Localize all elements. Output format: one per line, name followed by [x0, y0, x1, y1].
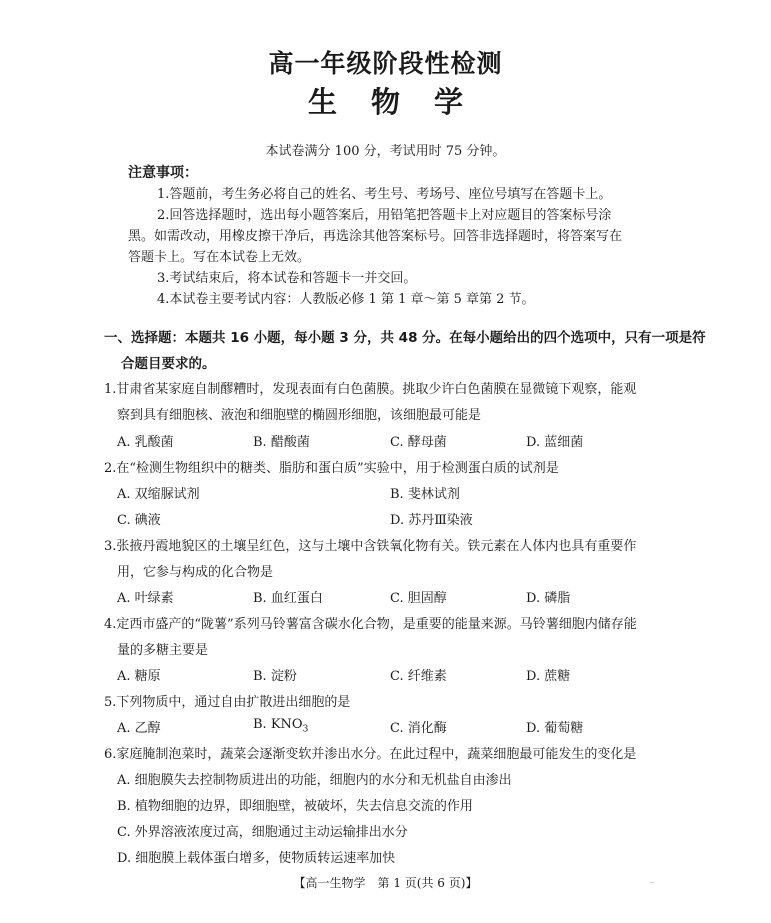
question-4-stem-cont: 量的多糖主要是	[117, 643, 209, 658]
question-1-option-c: C. 酵母菌	[390, 435, 447, 450]
note-item-1: 1.答题前，考生务必将自己的姓名、考生号、考场号、座位号填写在答题卡上。	[157, 187, 612, 202]
question-3-stem-cont: 用，它参与构成的化合物是	[117, 565, 274, 580]
question-3-option-a: A. 叶绿素	[117, 591, 174, 606]
question-4-option-b: B. 淀粉	[253, 669, 297, 684]
question-5-option-d: D. 葡萄糖	[526, 721, 584, 736]
notes-heading: 注意事项：	[128, 165, 198, 181]
exam-info: 本试卷满分 100 分，考试用时 75 分钟。	[265, 144, 506, 159]
note-item-2-cont2: 答题卡上。写在本试卷上无效。	[128, 250, 311, 265]
question-3-stem: 3.张掖丹霞地貌区的土壤呈红色，这与土壤中含铁氧化物有关。铁元素在人体内也具有重要作	[104, 539, 637, 554]
question-3-option-b: B. 血红蛋白	[253, 591, 323, 606]
question-5-option-b-subscript: 3	[302, 724, 309, 735]
question-2-option-a: A. 双缩脲试剂	[117, 487, 200, 502]
exam-title: 高一年级阶段性检测	[268, 49, 503, 78]
question-4-option-c: C. 纤维素	[390, 669, 447, 684]
question-1-option-a: A. 乳酸菌	[117, 435, 174, 450]
question-1-option-b: B. 醋酸菌	[253, 435, 310, 450]
question-5-option-b-text: B. KNO	[253, 717, 303, 732]
note-item-2: 2.回答选择题时，选出每小题答案后，用铅笔把答题卡上对应题目的答案标号涂	[157, 208, 612, 223]
question-2-option-c: C. 碘液	[117, 513, 161, 528]
question-5-stem: 5.下列物质中，通过自由扩散进出细胞的是	[104, 695, 351, 710]
note-item-4: 4.本试卷主要考试内容：人教版必修 1 第 1 章～第 5 章第 2 节。	[157, 292, 535, 307]
question-4-stem: 4.定西市盛产的“陇薯”系列马铃薯富含碳水化合物，是重要的能量来源。马铃薯细胞内储存能	[104, 617, 637, 632]
question-5-option-b	[253, 717, 308, 735]
question-2-option-b: B. 斐林试剂	[390, 487, 460, 502]
question-6-option-d: D. 细胞膜上载体蛋白增多，使物质转运速率加快	[117, 851, 396, 866]
note-item-3: 3.考试结束后，将本试卷和答题卡一并交回。	[157, 271, 417, 286]
question-1-option-d: D. 蓝细菌	[526, 435, 584, 450]
section-heading: 一、选择题：本题共 16 小题，每小题 3 分，共 48 分。在每小题给出的四个选项中，只有一项是符	[104, 330, 706, 346]
question-3-option-d: D. 磷脂	[526, 591, 571, 606]
corner-mark: ··	[650, 880, 654, 887]
question-1-stem-cont: 察到具有细胞核、液泡和细胞壁的椭圆形细胞，该细胞最可能是	[117, 408, 482, 423]
question-6-stem: 6.家庭腌制泡菜时，蔬菜会逐渐变软并渗出水分。在此过程中，蔬菜细胞最可能发生的变化是	[104, 747, 637, 762]
question-1-stem: 1.甘肃省某家庭自制醪糟时，发现表面有白色菌膜。挑取少许白色菌膜在显微镜下观察，能观	[104, 382, 637, 397]
question-6-option-c: C. 外界溶液浓度过高，细胞通过主动运输排出水分	[117, 825, 408, 840]
question-4-option-d: D. 蔗糖	[526, 669, 571, 684]
note-item-2-cont: 黑。如需改动，用橡皮擦干净后，再选涂其他答案标号。回答非选择题时，将答案写在	[128, 229, 623, 244]
question-4-option-a: A. 糖原	[117, 669, 161, 684]
question-2-stem: 2.在“检测生物组织中的糖类、脂肪和蛋白质”实验中，用于检测蛋白质的试剂是	[104, 461, 559, 476]
question-2-option-d: D. 苏丹Ⅲ染液	[390, 513, 473, 528]
page-footer: 【高一生物学 第 1 页(共 6 页)】	[293, 876, 478, 890]
question-5-option-a: A. 乙醇	[117, 721, 161, 736]
question-6-option-a: A. 细胞膜失去控制物质进出的功能，细胞内的水分和无机盐自由渗出	[117, 773, 512, 788]
section-heading-cont: 合题目要求的。	[121, 356, 216, 372]
subject-title: 生物学	[307, 85, 497, 119]
question-3-option-c: C. 胆固醇	[390, 591, 447, 606]
question-5-option-c: C. 消化酶	[390, 721, 447, 736]
question-6-option-b: B. 植物细胞的边界，即细胞壁，被破坏，失去信息交流的作用	[117, 799, 473, 814]
